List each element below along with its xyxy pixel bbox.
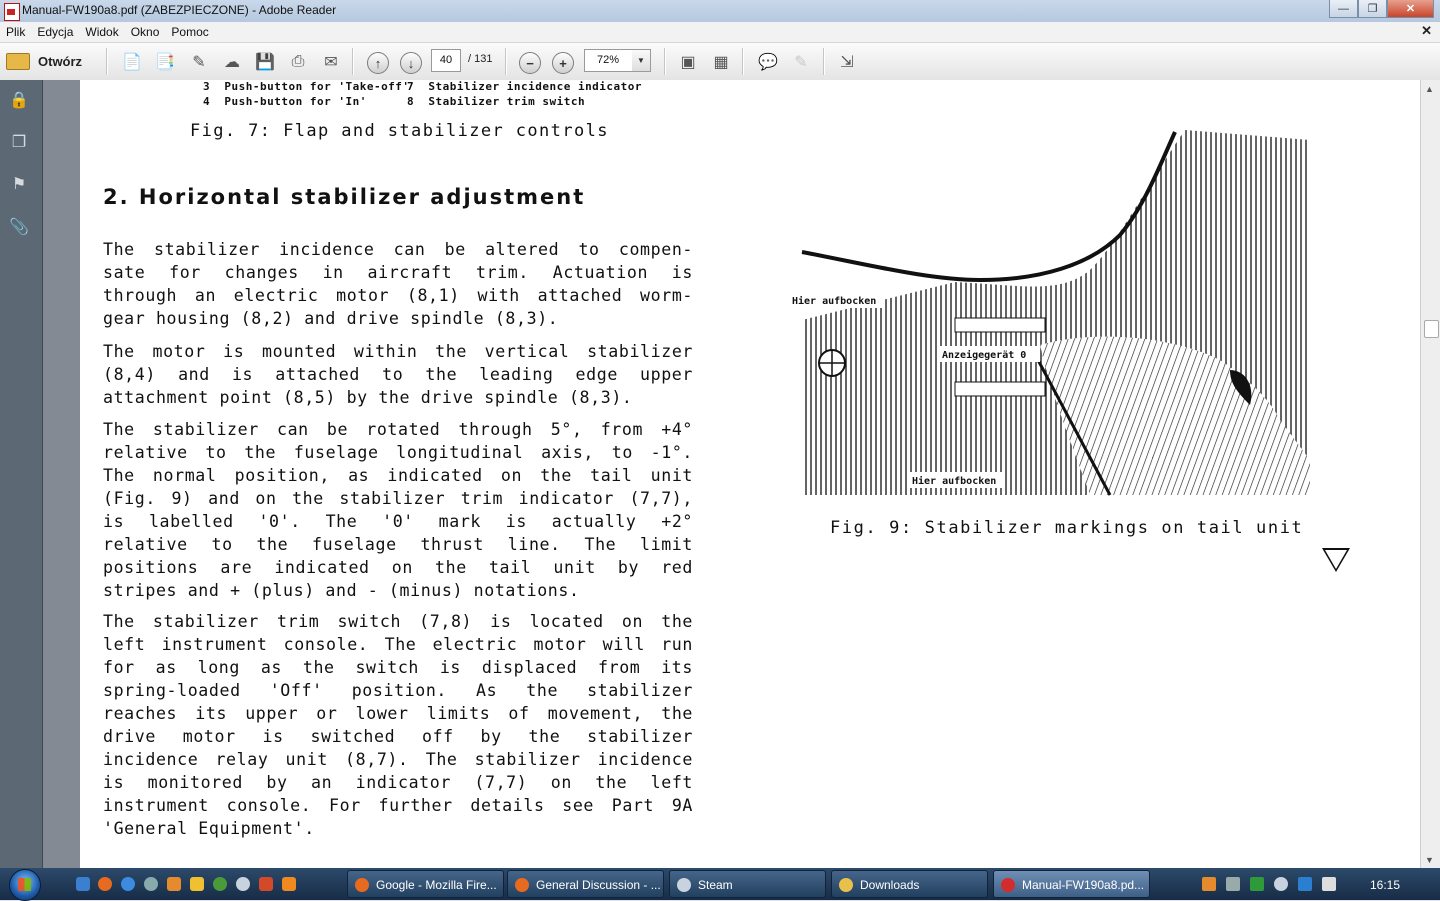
navigation-panel: [0, 80, 43, 868]
text-line: (Fig. 9) and on the stabilizer trim indicator (7,7),: [103, 489, 693, 508]
task-label: Google - Mozilla Fire...: [376, 878, 497, 892]
desktop-icon[interactable]: [76, 877, 90, 891]
text-line: drive motor is switched off by the stabilizer: [103, 727, 693, 746]
taskbar-button-adobe-reader[interactable]: [993, 870, 1150, 898]
bookmarks-icon[interactable]: ⚑: [11, 176, 27, 193]
text-line: relative to the fuselage longitudinal axis, to -1°.: [103, 443, 693, 462]
fig9-label-jack-bottom: Hier aufbocken: [912, 476, 997, 487]
text-line: for as long as the switch is displaced from its: [103, 658, 693, 677]
zoom-dropdown-icon[interactable]: ▼: [632, 49, 651, 72]
text-line: (8,4) and is attached to the leading edge upper: [103, 365, 693, 384]
taskbar-button-downloads[interactable]: [831, 870, 988, 898]
folder-icon: [6, 53, 30, 70]
fig7-legend-item: 8 Stabilizer trim switch: [407, 95, 586, 108]
text-line: gear housing (8,2) and drive spindle (8,3).: [103, 309, 559, 328]
steam-icon: [677, 878, 691, 892]
text-line: The stabilizer incidence can be altered to compen-: [103, 240, 693, 259]
start-button[interactable]: [9, 869, 41, 901]
text-line: reaches its upper or lower limits of movement, the: [103, 704, 693, 723]
app-icon[interactable]: [144, 877, 158, 891]
section-heading: 2. Horizontal stabilizer adjustment: [103, 185, 586, 209]
tray-icon[interactable]: [1250, 877, 1264, 891]
taskbar-button-steam[interactable]: [669, 870, 826, 898]
menu-widok[interactable]: Widok: [85, 25, 119, 39]
previous-page-button[interactable]: ↑: [367, 52, 389, 74]
fit-width-icon[interactable]: ▦: [713, 54, 729, 71]
menu-plik[interactable]: Plik: [6, 25, 26, 39]
adobe-reader-icon: [4, 3, 20, 21]
scroll-thumb[interactable]: [1424, 320, 1439, 338]
text-line: left instrument console. The electric motor will run: [103, 635, 693, 654]
paragraph-3: [103, 418, 693, 602]
text-line: relative to the fuselage thrust line. The limit: [103, 535, 693, 554]
fig7-caption: Fig. 7: Flap and stabilizer controls: [190, 121, 609, 141]
text-line: The normal position, as indicated on the tail unit: [103, 466, 693, 485]
firefox-icon: [515, 878, 529, 892]
text-line: through an electric motor (8,1) with attached worm-: [103, 286, 693, 305]
text-line: The motor is mounted within the vertical stabilizer: [103, 342, 693, 361]
firefox-icon: [355, 878, 369, 892]
save-icon[interactable]: 💾: [255, 54, 275, 71]
menu-pomoc[interactable]: Pomoc: [171, 25, 209, 39]
clock[interactable]: 16:15: [1370, 878, 1401, 892]
page-total: / 131: [468, 53, 493, 65]
fit-page-icon[interactable]: ▣: [680, 54, 696, 71]
fig9-label-indicator: Anzeigegerät 0: [942, 350, 1027, 361]
open-label: Otwórz: [38, 53, 83, 69]
text-line: 'General Equipment'.: [103, 819, 315, 838]
highlight-icon[interactable]: ✎: [794, 54, 808, 71]
app-icon[interactable]: [259, 877, 273, 891]
menu-edycja[interactable]: Edycja: [37, 25, 74, 39]
zoom-input[interactable]: 72%: [584, 49, 644, 72]
text-line: is monitored by an indicator (7,7) on the left: [103, 773, 693, 792]
app-icon[interactable]: [282, 877, 296, 891]
upload-icon[interactable]: ☁: [224, 54, 240, 71]
page-thumbnails-icon[interactable]: ❐: [11, 134, 27, 151]
fig9-caption: Fig. 9: Stabilizer markings on tail unit: [830, 518, 1304, 538]
page-number-input[interactable]: 40: [431, 49, 461, 72]
text-line: incidence relay unit (8,7). The stabilizer incidence: [103, 750, 693, 769]
paragraph-1: [103, 238, 693, 330]
paragraph-4: [103, 610, 693, 840]
email-icon[interactable]: ✉: [324, 54, 338, 71]
open-button[interactable]: [6, 49, 82, 73]
task-label: Manual-FW190a8.pd...: [1022, 878, 1145, 892]
scroll-down-icon[interactable]: ▼: [1425, 855, 1434, 865]
export-pdf-icon[interactable]: 📑: [155, 54, 175, 71]
task-label: Downloads: [860, 878, 920, 892]
fig7-legend-item: 3 Push-button for 'Take-off': [203, 80, 410, 93]
menu-okno[interactable]: Okno: [130, 25, 160, 39]
steam-tray-icon[interactable]: [1274, 877, 1288, 891]
zoom-out-button[interactable]: −: [519, 52, 541, 74]
taskbar-button-firefox-discussion[interactable]: [507, 870, 664, 898]
task-label: Steam: [698, 878, 733, 892]
scroll-up-icon[interactable]: ▲: [1425, 84, 1434, 94]
network-icon[interactable]: [1322, 877, 1336, 891]
tray-icon[interactable]: [1298, 877, 1312, 891]
menu-bar: [0, 22, 1440, 43]
close-button[interactable]: ✕: [1387, 0, 1434, 18]
paragraph-2: [103, 340, 693, 409]
tray-icon[interactable]: [1202, 877, 1216, 891]
text-line: positions are indicated on the tail unit by red: [103, 558, 693, 577]
fig7-legend-item: 7 Stabilizer incidence indicator: [407, 80, 643, 93]
text-line: The stabilizer can be rotated through 5°, from +4°: [103, 420, 693, 439]
taskbar-button-firefox-google[interactable]: [347, 870, 504, 898]
text-line: sate for changes in aircraft trim. Actuation is: [103, 263, 693, 282]
task-label: General Discussion - ...: [536, 878, 661, 892]
attachments-icon[interactable]: 📎: [9, 219, 29, 236]
app-icon[interactable]: [167, 877, 181, 891]
comment-bubble-icon[interactable]: 💬: [758, 54, 778, 71]
vertical-scrollbar[interactable]: [1420, 80, 1440, 868]
create-pdf-icon[interactable]: 📄: [122, 54, 142, 71]
text-line: stripes and + (plus) and - (minus) notations.: [103, 581, 580, 600]
window-title: Manual-FW190a8.pdf (ZABEZPIECZONE) - Adobe Reader: [22, 3, 337, 17]
browser-icon[interactable]: [121, 877, 135, 891]
print-icon[interactable]: ⎙: [291, 53, 305, 70]
lock-icon[interactable]: 🔒: [9, 92, 29, 109]
document-close-icon[interactable]: ✕: [1421, 23, 1432, 38]
restore-button[interactable]: ❐: [1358, 0, 1387, 18]
triangle-marker-icon: [1322, 548, 1350, 572]
title-bar: [0, 0, 1440, 23]
text-line: attachment point (8,5) by the drive spindle (8,3).: [103, 388, 633, 407]
fullscreen-icon[interactable]: ⇲: [840, 54, 854, 71]
fig9-tail-unit-illustration: [790, 120, 1320, 500]
text-line: The stabilizer trim switch (7,8) is located on the: [103, 612, 693, 631]
text-line: is labelled '0'. The '0' mark is actually +2°: [103, 512, 693, 531]
app-icon[interactable]: [190, 877, 204, 891]
tray-icon[interactable]: [1226, 877, 1240, 891]
zoom-in-button[interactable]: +: [552, 52, 574, 74]
fig7-legend-item: 4 Push-button for 'In': [203, 95, 367, 108]
app-icon[interactable]: [213, 877, 227, 891]
firefox-icon[interactable]: [98, 877, 112, 891]
next-page-button[interactable]: ↓: [400, 52, 422, 74]
steam-icon[interactable]: [236, 877, 250, 891]
folder-icon: [839, 878, 853, 892]
fig9-label-jack-top: Hier aufbocken: [792, 296, 877, 307]
pdf-icon: [1001, 878, 1015, 892]
text-line: spring-loaded 'Off' position. As the stabilizer: [103, 681, 693, 700]
edit-pdf-icon[interactable]: ✎: [192, 54, 206, 71]
text-line: instrument console. For further details see Part 9A: [103, 796, 693, 815]
minimize-button[interactable]: —: [1329, 0, 1358, 18]
toolbar: [0, 43, 1440, 81]
